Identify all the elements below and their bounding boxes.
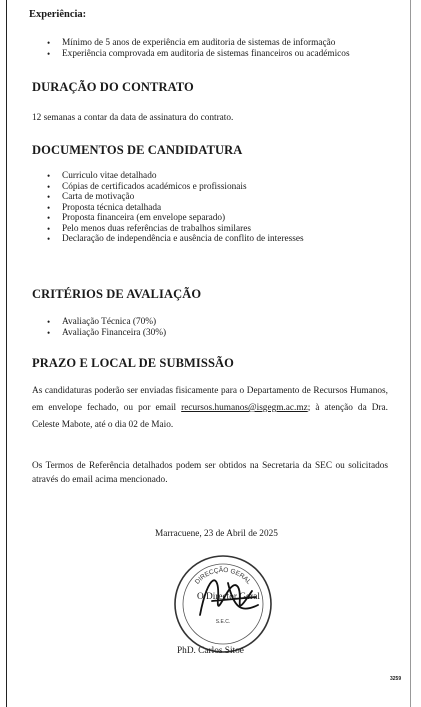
list-item: • Proposta técnica detalhada [44, 203, 304, 214]
signatory-title: O Director Geral [197, 592, 260, 602]
list-item: • Curriculo vitae detalhado [44, 171, 304, 182]
submission-text-part1: As candidaturas poderão ser enviadas fisicamente para o Departamento de Recursos Humanos, em envelope fechado, ou por email [32, 386, 388, 413]
criteria-list [44, 317, 166, 338]
list-item: • Pelo menos duas referências de trabalhos similares [44, 224, 304, 235]
duration-text: 12 semanas a contar da data de assinatura do contrato. [32, 113, 234, 123]
list-item: • Carta de motivação [44, 192, 304, 203]
official-stamp [172, 553, 274, 655]
stamp-text-top: DIRECÇÃO GERAL [193, 566, 253, 586]
experience-label: Experiência: [29, 9, 87, 20]
page-number: 3259 [390, 676, 402, 682]
list-item: • Experiência comprovada em auditoria de sistemas financeiros ou académicos [44, 49, 350, 60]
list-item: • Avaliação Financeira (30%) [44, 328, 166, 339]
email-link[interactable]: recursos.humanos@isgegm.ac.mz [181, 403, 308, 413]
list-item: • Declaração de independência e ausência de conflito de interesses [44, 234, 304, 245]
experience-list [44, 38, 350, 59]
criteria-heading: CRITÉRIOS DE AVALIAÇÃO [32, 287, 202, 301]
list-item: • Mínimo de 5 anos de experiência em auditoria de sistemas de informação [44, 38, 350, 49]
stamp-text-mid: S.E.C. [215, 619, 231, 625]
submission-text-part2: ; à atenção da Dra. Celeste Mabote, até o dia 02 de Maio. [32, 403, 388, 430]
duration-heading: DURAÇÃO DO CONTRATO [32, 80, 194, 94]
list-item: • Cópias de certificados académicos e profissionais [44, 182, 304, 193]
list-item: • Avaliação Técnica (70%) [44, 317, 166, 328]
place-date: Marracuene, 23 de Abril de 2025 [155, 529, 278, 539]
documents-list [44, 171, 304, 245]
submission-paragraph [32, 383, 388, 434]
signatory-name: PhD. Carlos Sitoe [177, 646, 244, 656]
documents-heading: DOCUMENTOS DE CANDIDATURA [32, 143, 243, 157]
list-item: • Proposta financeira (em envelope separado) [44, 213, 304, 224]
terms-paragraph: Os Termos de Referência detalhados podem ser obtidos na Secretaria da SEC ou solicitados através do email acima mencionado. [32, 461, 388, 485]
submission-heading: PRAZO E LOCAL DE SUBMISSÃO [32, 356, 234, 370]
